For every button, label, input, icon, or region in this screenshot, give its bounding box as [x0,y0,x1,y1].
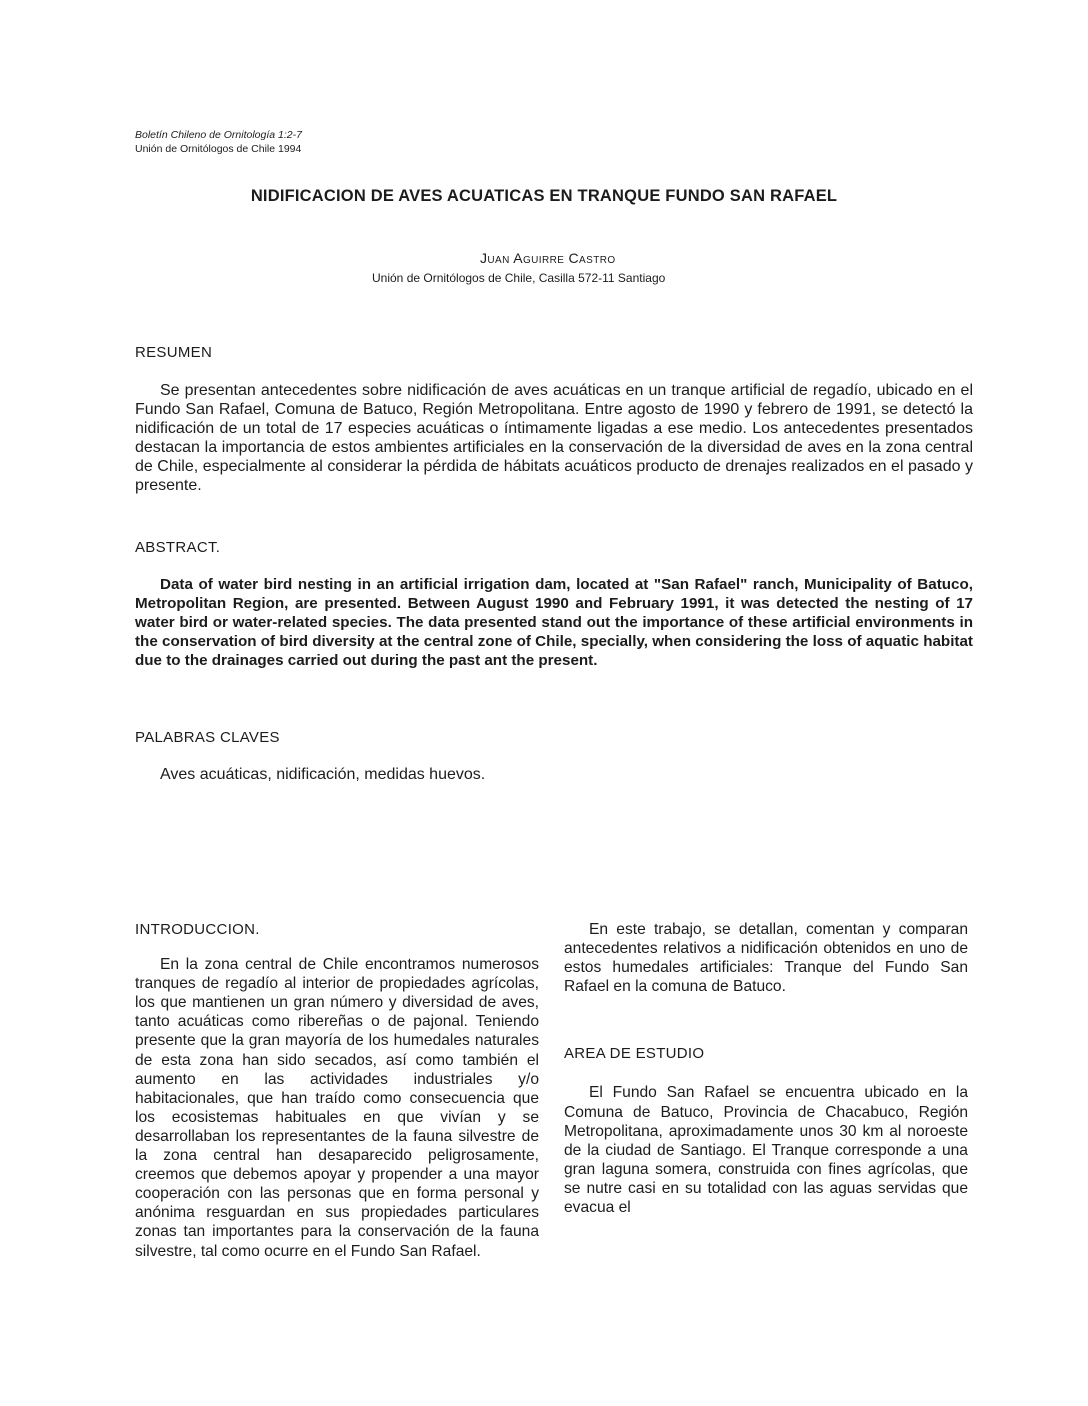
introduccion-heading: INTRODUCCION. [135,921,260,938]
right-column [564,920,968,1380]
journal-publisher: Unión de Ornitólogos de Chile 1994 [135,143,302,155]
left-column [135,920,539,1261]
resumen-heading: RESUMEN [135,344,213,361]
resumen-text: Se presentan antecedentes sobre nidificación de aves acuáticas en un tranque artificial de regadío, ubicado en el Fundo San Rafael, Comuna de Batuco, Región Metropolitana. Entre agosto de 1990 y febrero de 1991, se detectó la nidificación de un total de 17 especies acuáticas o íntimamente ligadas a ese medio. Los antecedentes presentados destacan la importancia de estos ambientes artificiales en la conservación de la diversidad de aves en la zona central de Chile, especialmente al considerar la pérdida de hábitats acuáticos producto de drenajes realizados en el pasado y presente. [135,382,973,494]
paper-title: NIDIFICACION DE AVES ACUATICAS EN TRANQUE FUNDO SAN RAFAEL [250,187,838,205]
abstract-heading: ABSTRACT. [135,539,221,556]
introduccion-paragraph-1: En la zona central de Chile encontramos numerosos tranques de regadío al interior de propiedades agrícolas, los que mantienen un gran número y diversidad de aves, tanto acuáticas como ribereñas o de pajonal. Teniendo presente que la gran mayoría de los humedales naturales de esta zona han sido secados, así como también el aumento en las actividades industriales y/o habitacionales, que han traído como consecuencia que los ecosistemas habituales en que vivían y se desarrollaban los representantes de la fauna silvestre de la zona central han desaparecido peligrosamente, creemos que debemos apoyar y propender a una mayor cooperación con las personas que en forma personal y anónima resguardan en sus propiedades particulares zonas tan importantes para la conservación de la fauna silvestre, tal como ocurre en el Fundo San Rafael. [135,956,539,1260]
journal-name: Boletín Chileno de Ornitología 1:2-7 [135,129,302,141]
keywords-text: Aves acuáticas, nidificación, medidas huevos. [160,766,486,783]
author-name: Juan Aguirre Castro [480,250,616,266]
journal-citation [135,128,302,156]
abstract-text: Data of water bird nesting in an artificial irrigation dam, located at "San Rafael" ranch, Municipality of Batuco, Metropolitan Region, are presented. Between August 1990 and February 1991, it was detected the nesting of 17 water bird or water-related species. The data presented stand out the importance of these artificial environments in the conservation of bird diversity at the central zone of Chile, specially, when considering the loss of aquatic habitat due to the drainages carried out during the past ant the present. [135,576,973,669]
keywords-heading: PALABRAS CLAVES [135,729,280,746]
area-estudio-heading: AREA DE ESTUDIO [564,1045,705,1063]
area-estudio-paragraph-1: El Fundo San Rafael se encuentra ubicado en la Comuna de Batuco, Provincia de Chacabuco, Región Metropolitana, aproximadamente unos 30 km al noroeste de la ciudad de Santiago. El Tranque corresponde a una gran laguna somera, construida con fines agrícolas, que se nutre casi en su totalidad con las aguas servidas que evacua el [564,1084,968,1217]
author-affiliation: Unión de Ornitólogos de Chile, Casilla 572-11 Santiago [372,271,666,285]
introduccion-paragraph-2: En este trabajo, se detallan, comentan y comparan antecedentes relativos a nidificación obtenidos en uno de estos humedales artificiales: Tranque del Fundo San Rafael en la comuna de Batuco. [564,921,968,996]
